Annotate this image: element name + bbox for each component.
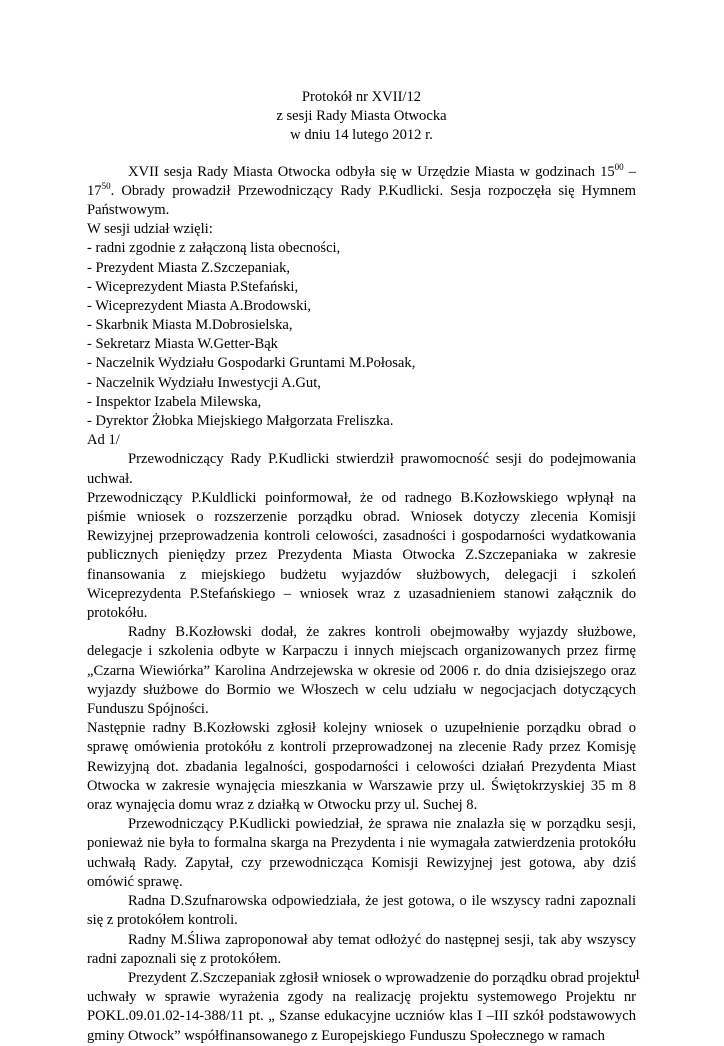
intro-text-1: XVII sesja Rady Miasta Otwocka odbyła się w Urzędzie Miasta w godzinach 15	[128, 163, 615, 180]
document-body	[87, 88, 636, 1046]
intro-text-2: – 17	[87, 163, 636, 199]
document-title	[87, 88, 636, 146]
paragraph-szufnarowska: Radna D.Szufnarowska odpowiedziała, że jest gotowa, o ile wszyscy radni zapoznali się z protokółem kontroli.	[87, 893, 636, 929]
attendance-item: - Naczelnik Wydziału Gospodarki Gruntami M.Połosak,	[87, 355, 416, 372]
intro-paragraph	[87, 163, 636, 221]
attendance-item: - Wiceprezydent Miasta A.Brodowski,	[87, 297, 312, 314]
attendance-item: - Wiceprezydent Miasta P.Stefański,	[87, 278, 299, 295]
paragraph-kozlowski-added: Radny B.Kozłowski dodał, że zakres kontroli obejmowałby wyjazdy służbowe, delegacje i szkolenia odbyte w Karpaczu i innych miejscach organizowanych przez firmę „Czarna Wiewiórka” Karolina Andrzejewska w okresie od 2006 r. do dnia dzisiejszego oraz wyjazdy służbowe do Bormio we Włoszech w celu udziału w negocjacjach dotyczących Funduszu Spójności.	[87, 624, 636, 718]
attendance-item: - Prezydent Miasta Z.Szczepaniak,	[87, 259, 291, 276]
paragraph-motion-1: Przewodniczący P.Kuldlicki poinformował, że od radnego B.Kozłowskiego wpłynął na piśmie wniosek o rozszerzenie porządku obrad. Wniosek dotyczy zlecenia Komisji Rewizyjnej przeprowadzenia kontroli celowości, zasadności i gospodarności wydatkowania publicznych pieniędzy przez Prezydenta Miasta Otwocka Z.Szczepaniaka w zakresie finansowania z miejskiego budżetu wyjazdów służbowych, delegacji i szkoleń Wiceprezydenta P.Stefańskiego – wniosek wraz z uzasadnieniem stanowi załącznik do protokółu.	[87, 489, 636, 622]
paragraph-quorum: Przewodniczący Rady P.Kudlicki stwierdził prawomocność sesji do podejmowania uchwał.	[87, 451, 636, 487]
attendance-item: - Skarbnik Miasta M.Dobrosielska,	[87, 317, 293, 334]
intro-sup-2: 50	[101, 180, 111, 191]
paragraph-president-motion: Prezydent Z.Szczepaniak zgłosił wniosek o wprowadzenie do porządku obrad projektu uchwały w sprawie wyrażenia zgody na realizację projektu systemowego Projektu nr POKL.09.01.02-14-388/11 pt. „ Szanse edukacyjne uczniów klas I –III szkół podstawowych gminy Otwock” współfinansowanego z Europejskiego Funduszu Społecznego w ramach	[87, 969, 636, 1044]
attendance-list	[87, 220, 636, 450]
title-line-1: Protokół nr XVII/12	[301, 89, 422, 105]
section-ad-1: Ad 1/	[87, 432, 120, 449]
intro-text-3: . Obrady prowadził Przewodniczący Rady P.Kudlicki. Sesja rozpoczęła się Hymnem Państwowym.	[87, 182, 636, 218]
spacer	[87, 146, 636, 163]
attendance-item: - Inspektor Izabela Milewska,	[87, 393, 262, 410]
paragraph-motion-2: Następnie radny B.Kozłowski zgłosił kolejny wniosek o uzupełnienie porządku obrad o sprawę omówienia protokółu z kontroli przeprowadzonej na zlecenie Rady przez Komisję Rewizyjną dot. zbadania legalności, gospodarności i celowości działań Prezydenta Miast Otwocka w zakresie wynajęcia mieszkania w Warszawie przy ul. Świętokrzyskiej 35 m 8 oraz wynajęcia domu wraz z działką w Otwocku przy ul. Suchej 8.	[87, 720, 636, 814]
attendance-item: - Naczelnik Wydziału Inwestycji A.Gut,	[87, 374, 321, 391]
attendance-item: - Dyrektor Żłobka Miejskiego Małgorzata Freliszka.	[87, 413, 394, 430]
paragraph-chairman-reply: Przewodniczący P.Kudlicki powiedział, że sprawa nie znalazła się w porządku sesji, ponieważ nie była to formalna skarga na Prezydenta i nie wymagała zatwierdzenia protokółu uchwałą Rady. Zapytał, czy przewodnicząca Komisji Rewizyjnej jest gotowa, aby dziś omówić sprawę.	[87, 816, 636, 890]
attendance-heading: W sesji udział wzięli:	[87, 221, 213, 238]
attendance-item: - radni zgodnie z załączoną lista obecności,	[87, 240, 341, 257]
title-line-3: w dniu 14 lutego 2012 r.	[290, 127, 433, 144]
paragraph-sliwa: Radny M.Śliwa zaproponował aby temat odłożyć do następnej sesji, tak aby wszyscy radni zapoznali się z protokółem.	[87, 931, 636, 967]
attendance-item: - Sekretarz Miasta W.Getter-Bąk	[87, 336, 278, 353]
page-number: 1	[633, 967, 641, 983]
intro-sup-1: 00	[614, 161, 624, 172]
title-line-2: z sesji Rady Miasta Otwocka	[276, 108, 447, 125]
